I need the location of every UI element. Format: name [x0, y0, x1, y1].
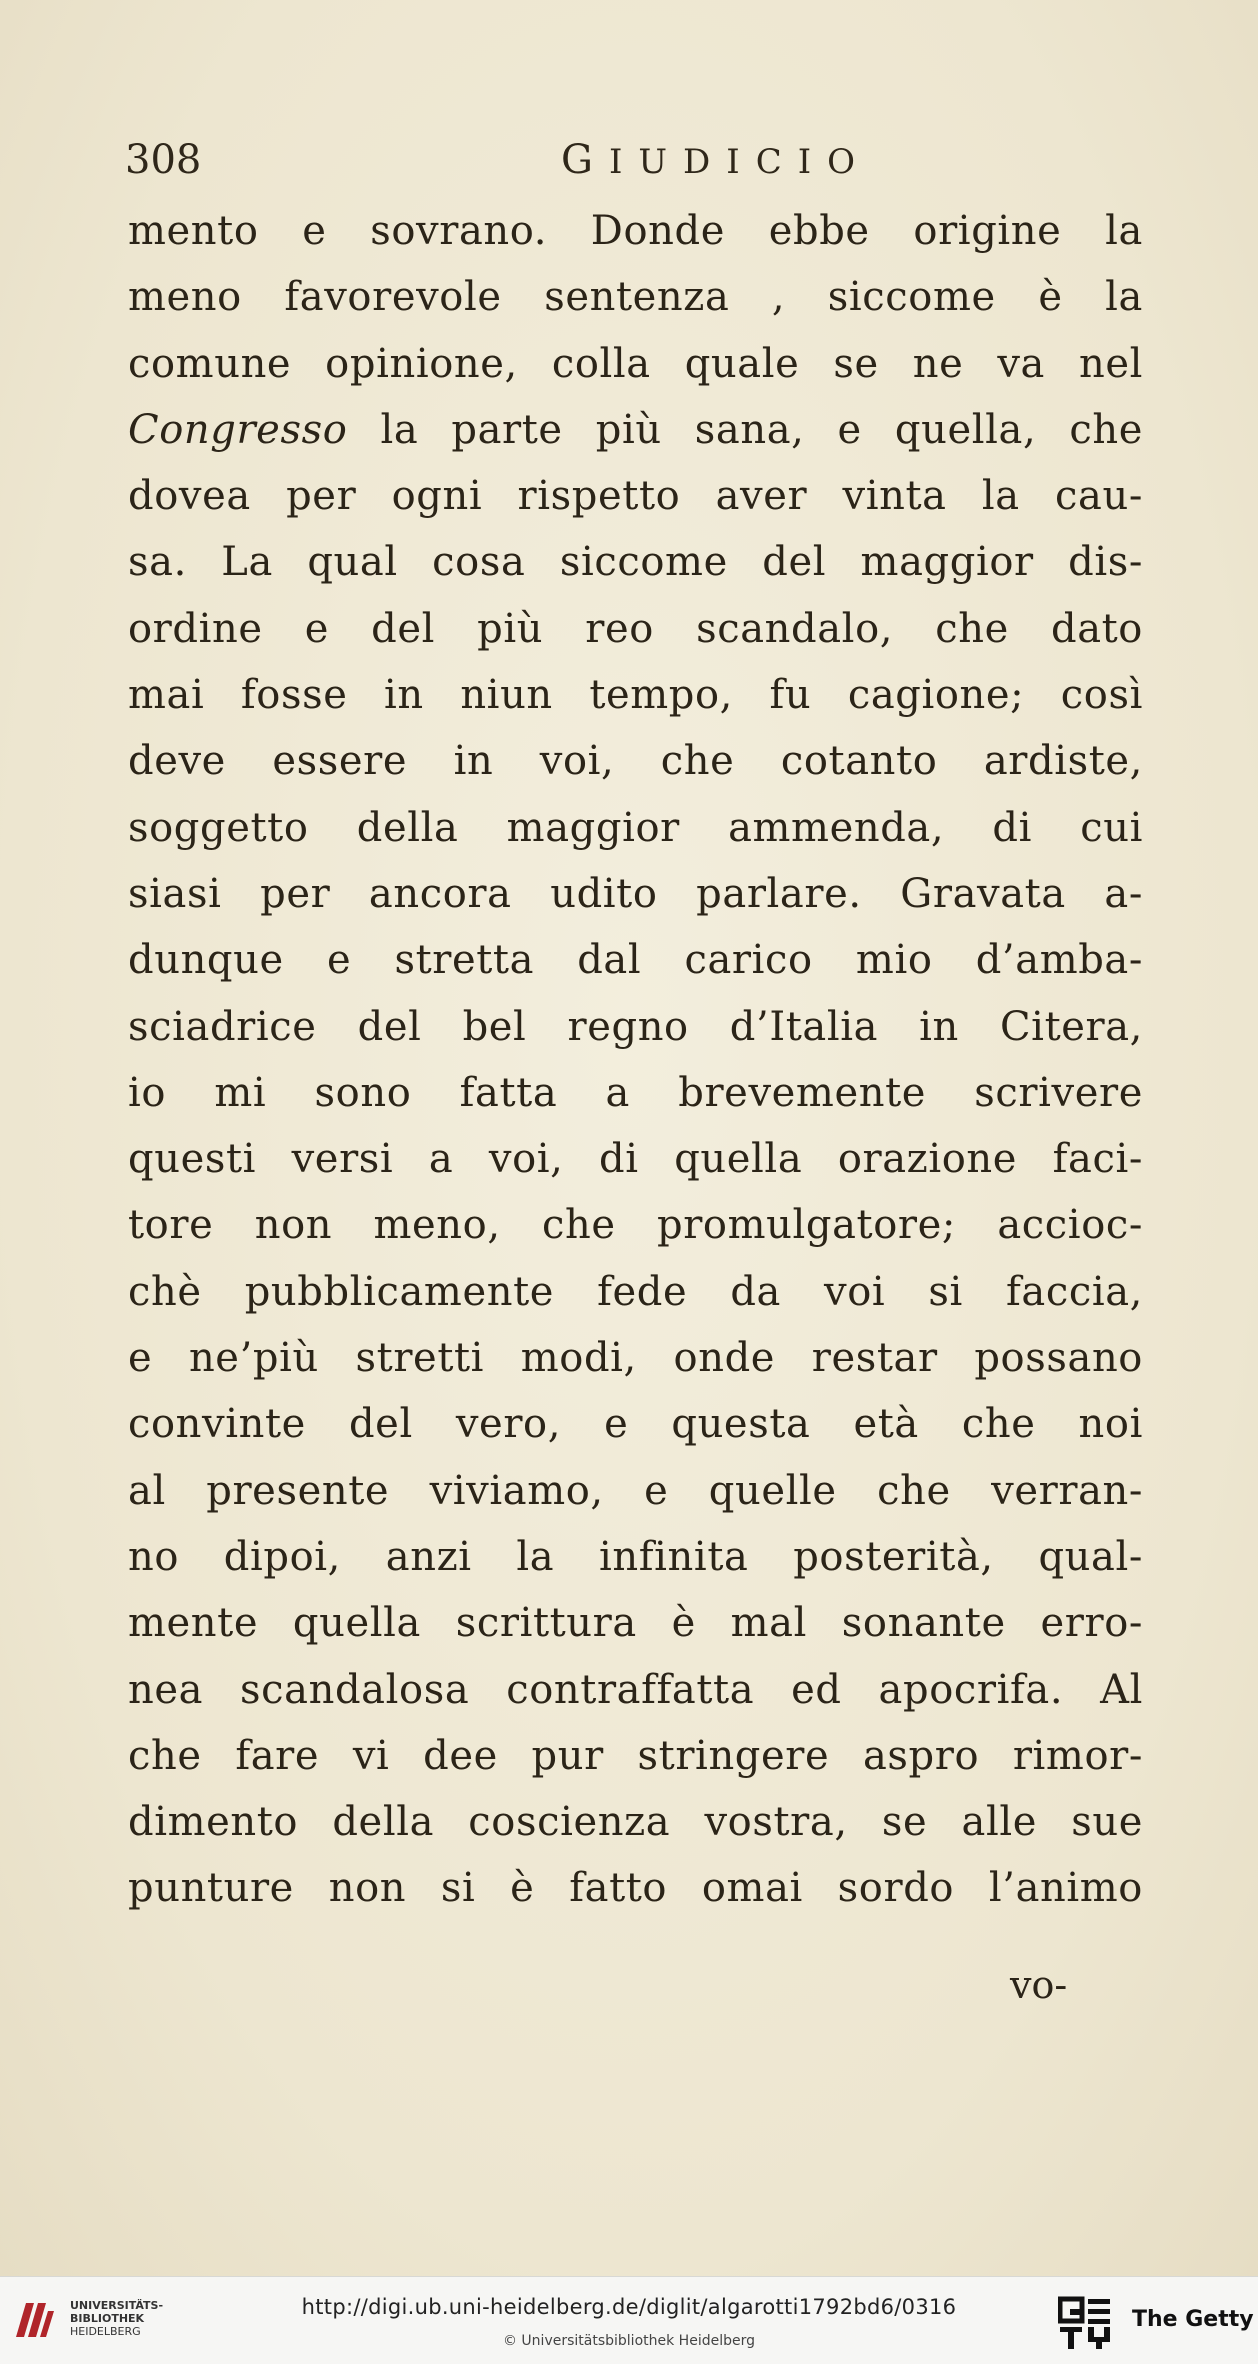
text-line: siasi per ancora udito parlare. Gravata a-	[128, 870, 1143, 917]
text-line: dimento della coscienza vostra, se alle sue	[128, 1799, 1143, 1846]
text-line	[128, 397, 1143, 463]
text-line: al presente viviamo, e quelle che verran-	[128, 1467, 1143, 1514]
text-line: no dipoi, anzi la infinita posterità, qual-	[128, 1533, 1143, 1580]
text-line: punture non si è fatto omai sordo l’animo	[128, 1865, 1143, 1912]
text-line: sa. La qual cosa siccome del maggior dis-	[128, 539, 1143, 586]
text-line: e ne’più stretti modi, onde restar possano	[128, 1335, 1143, 1382]
library-name-line2: BIBLIOTHEK	[70, 2312, 145, 2325]
text-line: nea scandalosa contraffatta ed apocrifa. Al	[128, 1666, 1143, 1713]
text-line: comune opinione, colla quale se ne va nel	[128, 340, 1143, 387]
running-title-initial: G	[561, 137, 609, 183]
text-line: deve essere in voi, che cotanto ardiste,	[128, 738, 1143, 785]
text-line: soggetto della maggior ammenda, di cui	[128, 804, 1143, 851]
running-title	[561, 130, 871, 192]
library-name-line3: HEIDELBERG	[70, 2325, 141, 2338]
permalink-url[interactable]: http://digi.ub.uni-heidelberg.de/diglit/algarotti1792bd6/0316	[301, 2295, 957, 2319]
text-line: mente quella scrittura è mal sonante erro-	[128, 1600, 1143, 1647]
library-name-line1: UNIVERSITÄTS-	[70, 2299, 164, 2312]
text-line: che fare vi dee pur stringere aspro rimor-	[128, 1732, 1143, 1779]
page-header	[125, 130, 1145, 190]
copyright-notice: © Universitätsbibliothek Heidelberg	[502, 2333, 755, 2349]
text-line: dovea per ogni rispetto aver vinta la cau-	[128, 473, 1143, 520]
getty-logo-icon[interactable]	[1058, 2295, 1114, 2351]
running-title-rest: IUDICIO	[608, 142, 872, 182]
partner-name: The Getty	[1132, 2307, 1254, 2332]
text-line: chè pubblicamente fede da voi si faccia,	[128, 1268, 1143, 1315]
text-line: questi versi a voi, di quella orazione faci-	[128, 1136, 1143, 1183]
text-line: dunque e stretta dal carico mio d’amba-	[128, 937, 1143, 984]
text-line: mai fosse in niun tempo, fu cagione; così	[128, 672, 1143, 719]
text-line: convinte del vero, e questa età che noi	[128, 1401, 1143, 1448]
text-line: io mi sono fatta a brevemente scrivere	[128, 1069, 1143, 1116]
page-body-text	[128, 198, 1143, 1922]
catchword: vo-	[1010, 1963, 1068, 2007]
text-line: mento e sovrano. Donde ebbe origine la	[128, 208, 1143, 254]
text-line: meno favorevole sentenza , siccome è la	[128, 274, 1143, 321]
text-line: sciadrice del bel regno d’Italia in Citera,	[128, 1003, 1143, 1050]
italic-word-congresso: Congresso	[128, 406, 348, 453]
page-number: 308	[125, 137, 202, 183]
viewer-footer	[0, 2276, 1258, 2364]
text-line: tore non meno, che promulgatore; accioc-	[128, 1202, 1143, 1249]
text-line: ordine e del più reo scandalo, che dato	[128, 605, 1143, 652]
text-line-rest: la parte più sana, e quella, che	[380, 406, 1143, 453]
